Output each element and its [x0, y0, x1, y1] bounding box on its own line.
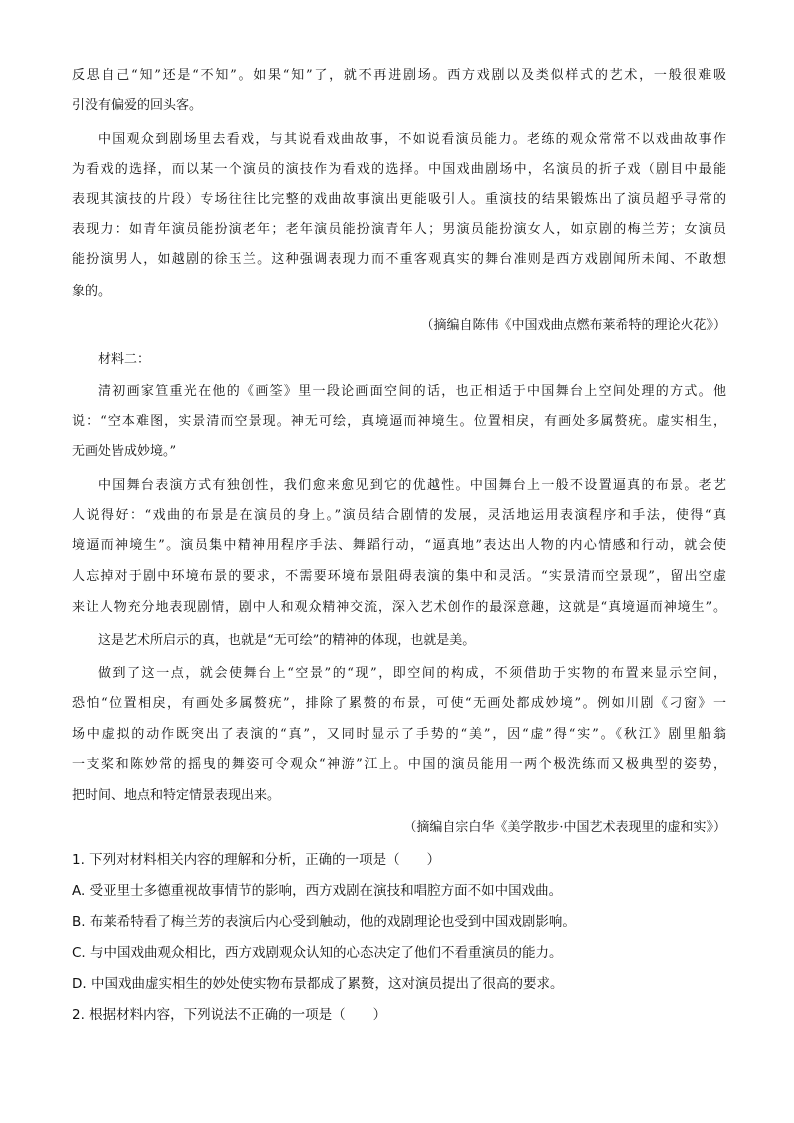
answer-option-b: B. 布莱希特看了梅兰芳的表演后内心受到触动，他的戏剧理论也受到中国戏剧影响。: [72, 914, 576, 930]
paragraph-line: 人说得好：“戏曲的布景是在演员的身上。”演员结合剧情的发展，灵活地运用表演程序和手法，使得“真: [72, 508, 726, 523]
paragraph-line: 引没有偏爱的回头客。: [72, 98, 203, 113]
paragraph-line: 做到了这一点，就会使舞台上“空景”的“现”，即空间的构成，不须借助于实物的布置来显示空间，: [98, 666, 726, 681]
answer-option-d: D. 中国戏曲虚实相生的妙处使实物布景都成了累赘，这对演员提出了很高的要求。: [72, 976, 564, 992]
paragraph-line: 无画处皆成妙境。”: [72, 444, 177, 459]
paragraph-line: 中国观众到剧场里去看戏，与其说看戏曲故事，不如说看演员能力。老练的观众常常不以戏曲故事作: [98, 132, 726, 147]
answer-option-c: C. 与中国戏曲观众相比，西方戏剧观众认知的心态决定了他们不看重演员的能力。: [72, 945, 563, 961]
paragraph-line: 象的。: [72, 284, 112, 299]
paragraph-line: 清初画家笪重光在他的《画筌》里一段论画面空间的话，也正相适于中国舞台上空间处理的方式。他: [98, 384, 726, 399]
paragraph-line: 表现力：如青年演员能扮演老年；老年演员能扮演青年人；男演员能扮演女人，如京剧的梅兰芳；女演员: [72, 222, 726, 237]
section-heading: 材料二：: [98, 352, 151, 367]
paragraph-line: 表现其演技的片段）专场往往比完整的戏曲故事演出更能吸引人。重演技的结果锻炼出了演员超乎寻常的: [72, 192, 726, 207]
paragraph-line: 中国舞台表演方式有独创性，我们愈来愈见到它的优越性。中国舞台上一般不设置逼真的布景。老艺: [98, 478, 726, 493]
paragraph-line: 一支桨和陈妙常的摇曳的舞姿可令观众“神游”江上。中国的演员能用一两个极洗练而又极典型的姿势，: [72, 757, 726, 772]
paragraph-line: 人忘掉对于剧中环境布景的要求，不需要环境布景阻碍表演的集中和灵活。“实景清而空景现”，留出空虚: [72, 569, 726, 584]
source-attribution: （摘编自宗白华《美学散步·中国艺术表现里的虚和实》）: [403, 820, 726, 835]
paragraph-line: 场中虚拟的动作既突出了表演的“真”，又同时显示了手势的“美”，因“虚”得“实”。《秋江》剧里船翁: [72, 727, 726, 742]
paragraph-line: 境逼而神境生”。演员集中精神用程序手法、舞蹈行动，“逼真地”表达出人物的内心情感和行动，就会使: [72, 538, 726, 553]
paragraph-line: 能扮演男人，如越剧的徐玉兰。这种强调表现力而不重客观真实的舞台准则是西方戏剧闻所未闻、不敢想: [72, 252, 726, 267]
paragraph-line: 为看戏的选择，而以某一个演员的演技作为看戏的选择。中国戏曲剧场中，名演员的折子戏（剧目中最能: [72, 162, 726, 177]
answer-option-a: A. 受亚里士多德重视故事情节的影响，西方戏剧在演技和唱腔方面不如中国戏曲。: [72, 883, 563, 899]
paragraph-line: 说：“空本难图，实景清而空景现。神无可绘，真境逼而神境生。位置相戾，有画处多属赘疣。虚实相生，: [72, 414, 726, 429]
question-stem: 2. 根据材料内容，下列说法不正确的一项是（ ）: [72, 1007, 387, 1023]
paragraph-line: 反思自己“知”还是“不知”。如果“知”了，就不再进剧场。西方戏剧以及类似样式的艺术，一般很难吸: [72, 68, 726, 83]
paragraph-line: 来让人物充分地表现剧情，剧中人和观众精神交流，深入艺术创作的最深意趣，这就是“真境逼而神境生”。: [72, 600, 726, 615]
source-attribution: （摘编自陈伟《中国戏曲点燃布莱希特的理论火花》）: [420, 318, 726, 333]
question-stem: 1. 下列对材料相关内容的理解和分析，正确的一项是（ ）: [72, 852, 441, 868]
paragraph-line: 恐怕“位置相戾，有画处多属赘疣”，排除了累赘的布景，可使“无画处都成妙境”。例如川剧《刁窗》一: [72, 696, 726, 711]
paragraph-line: 把时间、地点和特定情景表现出来。: [72, 788, 281, 803]
paragraph-line: 这是艺术所启示的真，也就是“无可绘”的精神的体现，也就是美。: [98, 633, 476, 648]
